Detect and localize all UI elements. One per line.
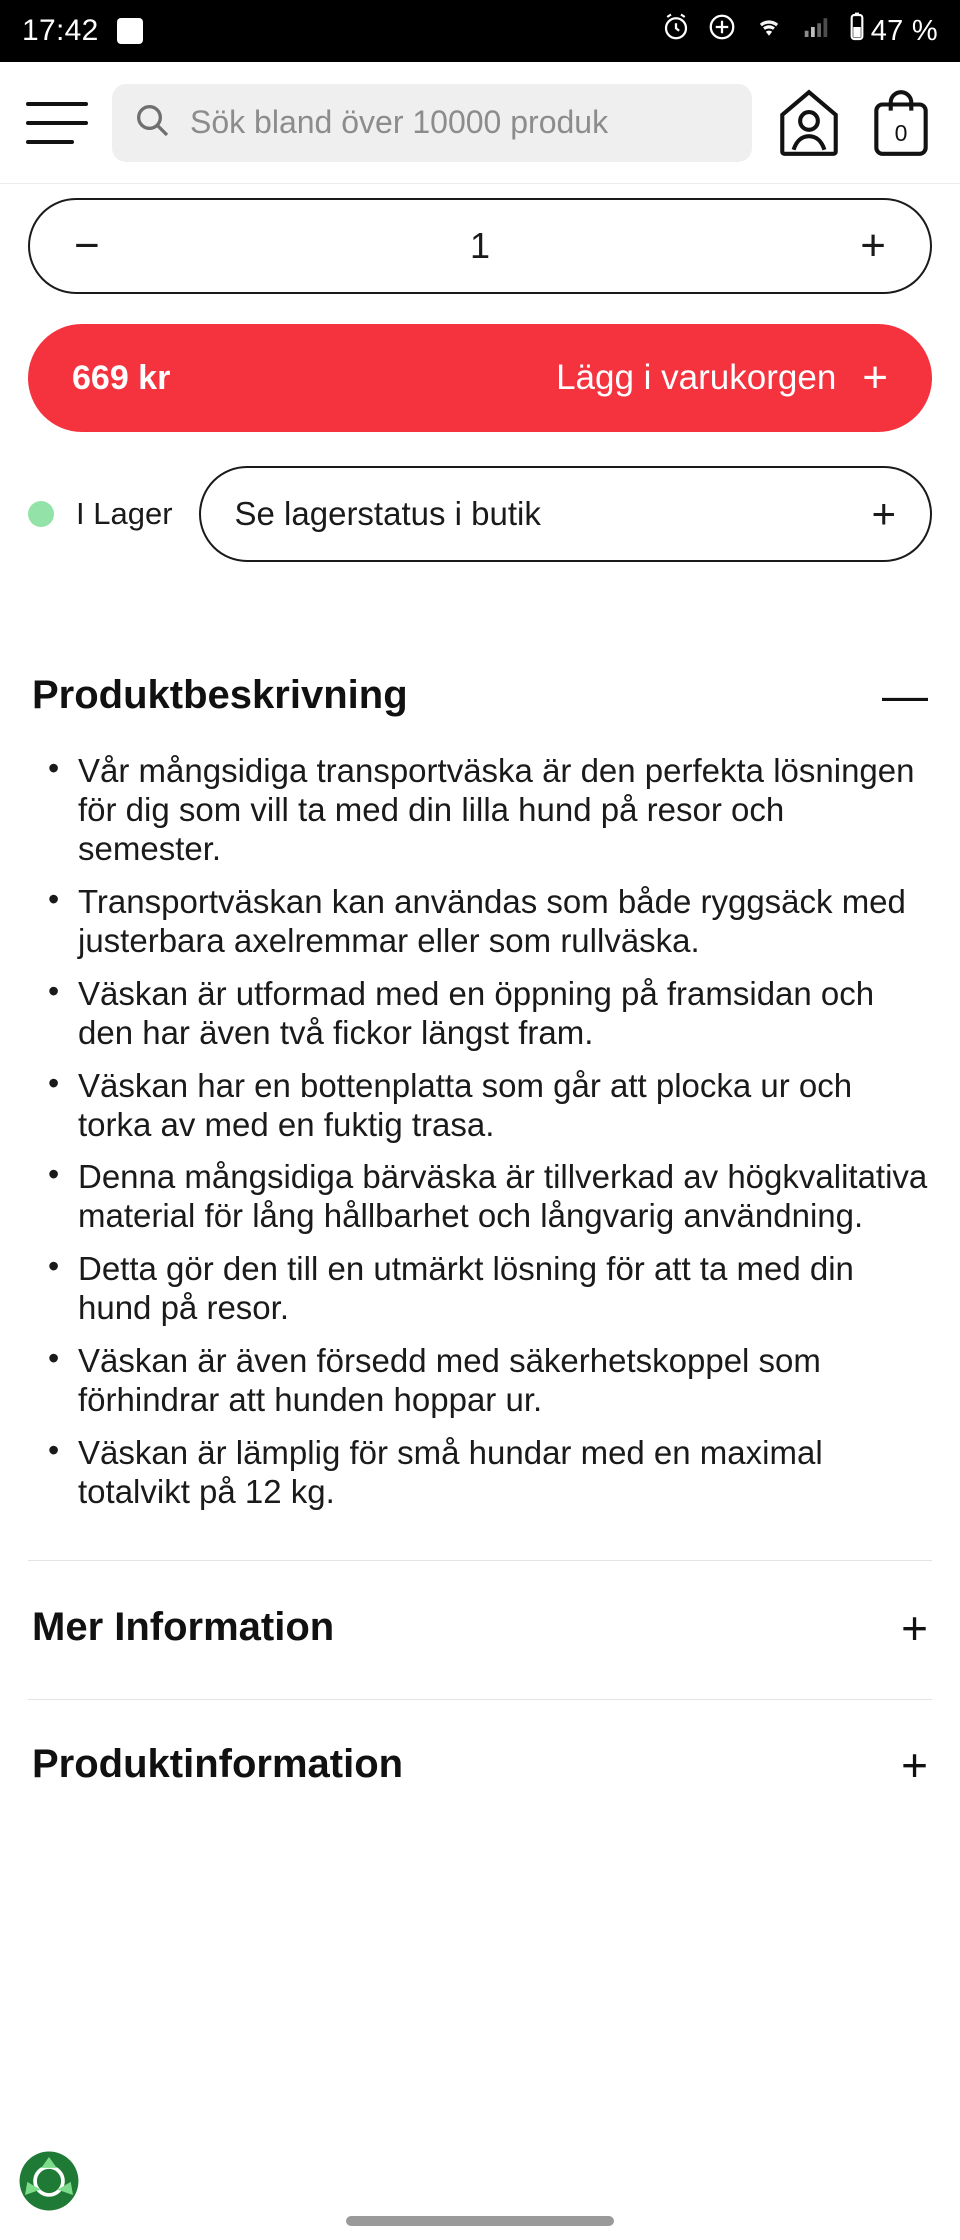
list-item: • Väskan har en bottenplatta som går att plocka ur och torka av med en fuktig trasa. bbox=[38, 1067, 932, 1145]
list-item: • Detta gör den till en utmärkt lösning för att ta med din hund på resor. bbox=[38, 1250, 932, 1328]
minus-icon[interactable]: — bbox=[882, 669, 928, 721]
battery-percent-label: 47 % bbox=[870, 14, 938, 47]
app-header bbox=[0, 62, 960, 184]
cart-count-badge: 0 bbox=[894, 119, 908, 146]
more-information-title: Mer Information bbox=[32, 1605, 335, 1650]
more-information-accordion[interactable] bbox=[28, 1561, 932, 1654]
plus-icon[interactable]: + bbox=[901, 1738, 928, 1791]
list-item: • Vår mångsidiga transportväska är den perfekta lösningen för dig som vill ta med din lilla hund på resor och semester. bbox=[38, 752, 932, 869]
list-item: • Väskan är även försedd med säkerhetskoppel som förhindrar att hunden hoppar ur. bbox=[38, 1342, 932, 1420]
add-to-cart-button[interactable] bbox=[28, 324, 932, 432]
recycle-icon[interactable] bbox=[18, 2150, 80, 2212]
product-detail-content bbox=[0, 198, 960, 1791]
shopping-bag-icon[interactable] bbox=[866, 86, 936, 160]
battery-icon bbox=[847, 11, 867, 51]
account-home-icon[interactable] bbox=[774, 86, 844, 160]
wifi-icon bbox=[753, 12, 785, 50]
status-bar-icons bbox=[661, 11, 867, 51]
quantity-value: 1 bbox=[469, 225, 491, 266]
check-store-stock-label: Se lagerstatus i butik bbox=[234, 495, 541, 532]
quantity-increase-button[interactable]: + bbox=[860, 221, 886, 270]
quantity-stepper[interactable] bbox=[28, 198, 932, 294]
list-item: • Väskan är utformad med en öppning på framsidan och den har även två fickor längst fram. bbox=[38, 975, 932, 1053]
status-bar bbox=[0, 0, 960, 62]
product-description-list bbox=[28, 752, 932, 1512]
stock-status-label: I Lager bbox=[76, 496, 173, 531]
product-information-accordion[interactable] bbox=[28, 1700, 932, 1791]
plus-icon: + bbox=[862, 353, 888, 402]
signal-icon bbox=[801, 12, 831, 50]
product-description-header[interactable] bbox=[28, 669, 932, 721]
search-input[interactable] bbox=[112, 84, 752, 162]
stock-row bbox=[28, 466, 932, 562]
plus-icon: + bbox=[871, 490, 896, 537]
product-description-title: Produktbeskrivning bbox=[32, 672, 408, 717]
do-not-disturb-icon bbox=[707, 12, 737, 50]
hamburger-menu-icon[interactable] bbox=[24, 96, 90, 150]
product-information-title: Produktinformation bbox=[32, 1742, 404, 1787]
screen-recording-indicator-icon bbox=[117, 18, 143, 44]
search-icon bbox=[132, 100, 172, 145]
list-item: • Denna mångsidiga bärväska är tillverkad av högkvalitativa material för lång hållbarhet och långvarig användning. bbox=[38, 1158, 932, 1236]
list-item: • Transportväskan kan användas som både ryggsäck med justerbara axelremmar eller som rullväska. bbox=[38, 883, 932, 961]
status-bar-clock: 17:42 bbox=[22, 14, 99, 47]
alarm-icon bbox=[661, 12, 691, 50]
quantity-decrease-button[interactable]: − bbox=[74, 221, 100, 270]
search-placeholder: Sök bland över 10000 produk bbox=[190, 104, 609, 140]
product-price: 669 kr bbox=[72, 358, 171, 397]
stock-status-dot-icon bbox=[28, 501, 54, 527]
home-indicator bbox=[346, 2216, 614, 2226]
plus-icon[interactable]: + bbox=[901, 1601, 928, 1654]
add-to-cart-label: Lägg i varukorgen bbox=[556, 358, 837, 397]
list-item: • Väskan är lämplig för små hundar med en maximal totalvikt på 12 kg. bbox=[38, 1434, 932, 1512]
check-store-stock-button[interactable] bbox=[199, 466, 932, 562]
